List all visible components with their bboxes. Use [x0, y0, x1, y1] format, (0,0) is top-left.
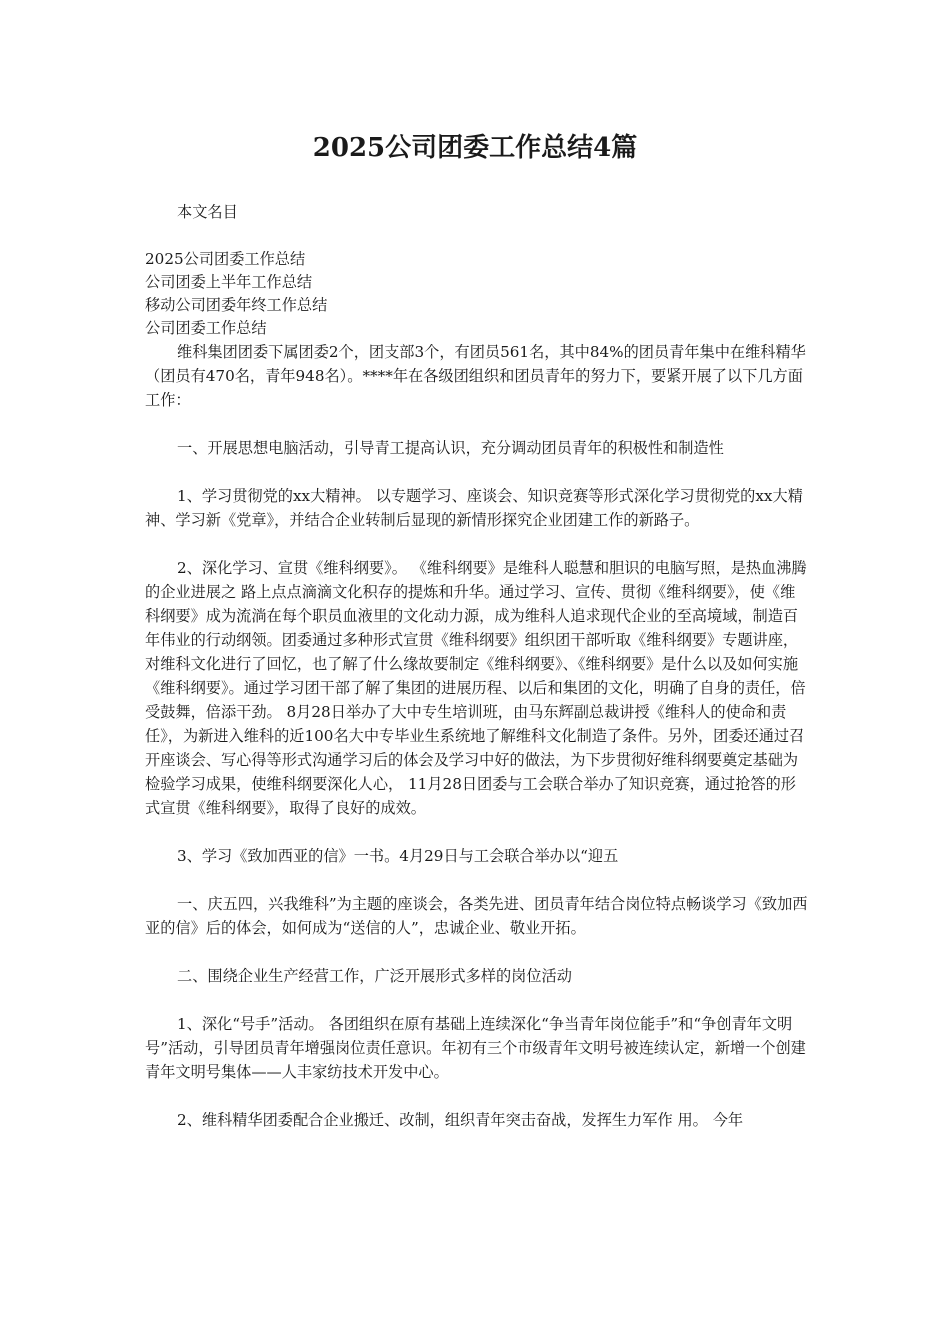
toc-item[interactable]: 移动公司团委年终工作总结 — [145, 296, 328, 314]
section-heading: 一、开展思想电脑活动，引导青工提高认识，充分调动团员青年的积极性和制造性 — [177, 439, 724, 457]
body-paragraph: 维科集团团委下属团委2个，团支部3个，有团员561名，其中84%的团员青年集中在维科精华（团员有470名，青年948名）。****年在各级团组织和团员青年的努力下，要紧开展了以下几方面工作： — [145, 343, 806, 409]
toc-item[interactable]: 公司团委工作总结 — [145, 319, 267, 337]
body-paragraph: 2、深化学习、宣贯《维科纲要》。 《维科纲要》是维科人聪慧和胆识的电脑写照，是热血沸腾的企业进展之 路上点点滴滴文化积存的提炼和升华。通过学习、宣传、贯彻《维科纲要》，使《维科纲要》成为流淌在每个职员血液里的文化动力源，成为维科人追求现代企业的至高境域，制造百年伟业的行动纲领。团委通过多种形式宣贯《维科纲要》组织团干部听取《维科纲要》专题讲座，对维科文化进行了回忆，也了解了什么缘故要制定《维科纲要》、《维科纲要》是什么以及如何实施《维科纲要》。通过学习团干部了解了集团的进展历程、以后和集团的文化，明确了自身的责任，倍受鼓舞，倍添干劲。 8月28日举办了大中专生培训班，由马东辉副总裁讲授《维科人的使命和责任》，为新进入维科的近100名大中专毕业生系统地了解维科文化制造了条件。另外，团委还通过召开座谈会、写心得等形式沟通学习后的体会及学习中好的做法，为下步贯彻好维科纲要奠定基础为检验学习成果，使维科纲要深化人心， 11月28日团委与工会联合举办了知识竞赛，通过抢答的形式宣贯《维科纲要》，取得了良好的成效。 — [145, 559, 807, 817]
document-body — [145, 200, 810, 1132]
toc-item[interactable]: 公司团委上半年工作总结 — [145, 273, 313, 291]
body-paragraph: 2、维科精华团委配合企业搬迁、改制，组织青年突击奋战，发挥生力军作 用。 今年 — [177, 1111, 744, 1129]
toc-heading: 本文名目 — [177, 203, 238, 221]
document-title: 2025公司团委工作总结4篇 — [312, 133, 638, 163]
table-of-contents — [145, 248, 810, 340]
body-paragraph: 1、学习贯彻党的xx大精神。 以专题学习、座谈会、知识竞赛等形式深化学习贯彻党的xx大精神、学习新《党章》，并结合企业转制后显现的新情形探究企业团建工作的新路子。 — [145, 487, 803, 529]
body-paragraph: 一、庆五四，兴我维科”为主题的座谈会，各类先进、团员青年结合岗位特点畅谈学习《致加西亚的信》后的体会，如何成为“送信的人”，忠诚企业、敬业开拓。 — [145, 895, 808, 937]
section-heading: 二、围绕企业生产经营工作，广泛开展形式多样的岗位活动 — [177, 967, 572, 985]
toc-item[interactable]: 2025公司团委工作总结 — [145, 250, 306, 268]
body-paragraph: 3、学习《致加西亚的信》一书。4月29日与工会联合举办以“迎五 — [177, 847, 619, 865]
body-paragraph: 1、深化“号手”活动。 各团组织在原有基础上连续深化“争当青年岗位能手”和“争创青年文明号”活动，引导团员青年增强岗位责任意识。年初有三个市级青年文明号被连续认定，新增一个创建青年文明号集体——人丰家纺技术开发中心。 — [145, 1015, 806, 1081]
